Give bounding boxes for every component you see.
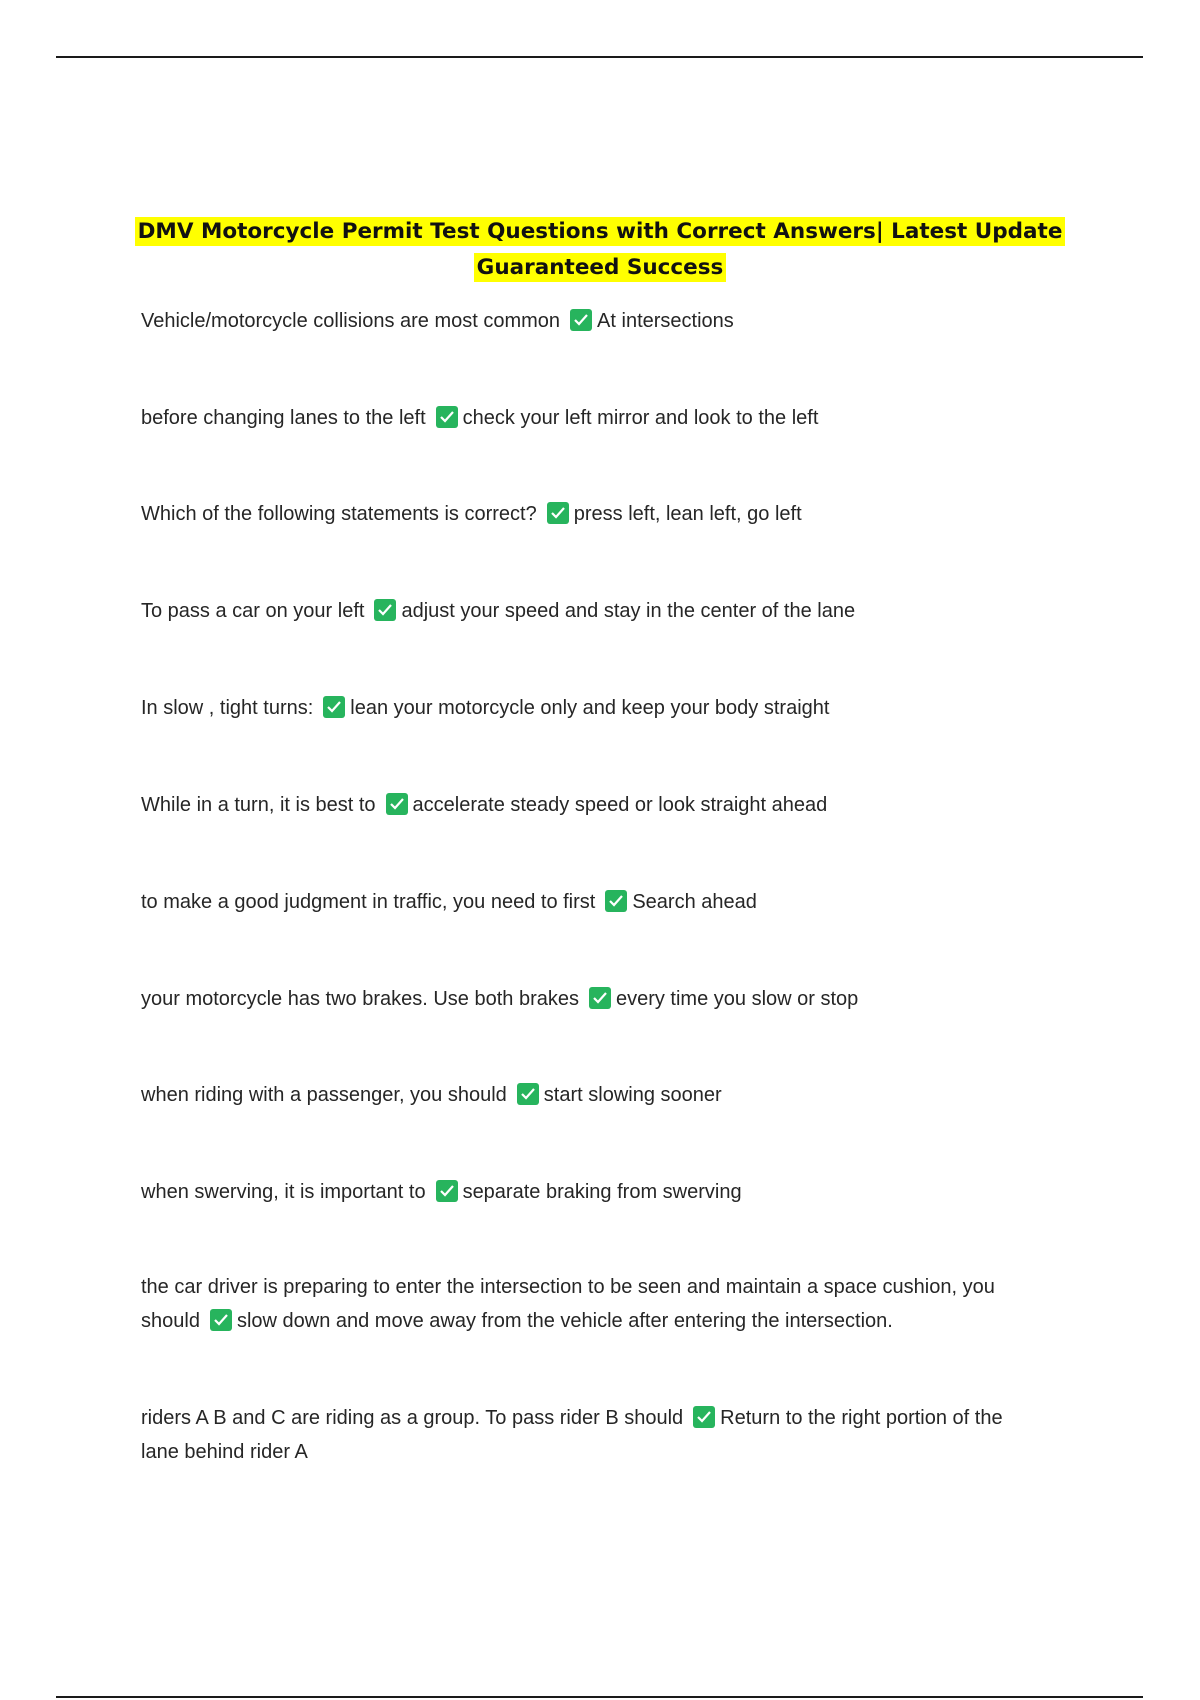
answer-text: press left, lean left, go left: [573, 503, 802, 525]
qa-item: [141, 497, 1041, 531]
check-box-icon: [323, 696, 345, 718]
qa-item: [141, 691, 1041, 725]
qa-item: [141, 1078, 1041, 1112]
check-box-icon: [547, 502, 569, 524]
qa-item: [141, 885, 1041, 919]
qa-item: [141, 401, 1041, 435]
answer-text: Search ahead: [632, 891, 757, 913]
check-box-icon: [436, 1180, 458, 1202]
question-text: before changing lanes to the left: [141, 407, 426, 429]
qa-item: [141, 982, 1041, 1016]
answer-text: Return to the right portion of the lane behind rider A: [141, 1407, 1003, 1463]
qa-item: [141, 1401, 1041, 1469]
answer-text: every time you slow or stop: [615, 988, 859, 1010]
question-text: Which of the following statements is correct?: [141, 503, 537, 525]
bottom-rule: [56, 1696, 1143, 1698]
answer-text: adjust your speed and stay in the center of the lane: [401, 600, 856, 622]
question-text: your motorcycle has two brakes. Use both brakes: [141, 988, 579, 1010]
top-rule: [56, 56, 1143, 58]
answer-text: accelerate steady speed or look straight ahead: [412, 794, 828, 816]
answer-text: separate braking from swerving: [462, 1181, 742, 1203]
question-text: While in a turn, it is best to: [141, 794, 376, 816]
question-text: when swerving, it is important to: [141, 1181, 426, 1203]
qa-item: [141, 788, 1041, 822]
answer-text: slow down and move away from the vehicle after entering the intersection.: [236, 1310, 893, 1332]
question-text: the car driver is preparing to enter the intersection to be seen and maintain a space cushion, you should: [141, 1276, 995, 1332]
title-line-2: Guaranteed Success: [474, 253, 727, 282]
qa-item: [141, 1270, 1041, 1338]
question-text: To pass a car on your left: [141, 600, 365, 622]
check-box-icon: [570, 309, 592, 331]
check-box-icon: [589, 987, 611, 1009]
document-title: [130, 214, 1070, 286]
check-box-icon: [605, 890, 627, 912]
check-box-icon: [517, 1083, 539, 1105]
check-box-icon: [386, 793, 408, 815]
check-box-icon: [210, 1309, 232, 1331]
question-text: Vehicle/motorcycle collisions are most common: [141, 310, 561, 332]
answer-text: start slowing sooner: [543, 1084, 722, 1106]
question-text: In slow , tight turns:: [141, 697, 314, 719]
question-text: to make a good judgment in traffic, you need to first: [141, 891, 596, 913]
question-text: riders A B and C are riding as a group. To pass rider B should: [141, 1407, 684, 1429]
question-text: when riding with a passenger, you should: [141, 1084, 507, 1106]
title-line-1: DMV Motorcycle Permit Test Questions with Correct Answers| Latest Update: [135, 217, 1066, 246]
check-box-icon: [436, 406, 458, 428]
answer-text: lean your motorcycle only and keep your body straight: [350, 697, 830, 719]
qa-item: [141, 1175, 1041, 1209]
answer-text: check your left mirror and look to the left: [462, 407, 819, 429]
qa-item: [141, 304, 1041, 338]
check-box-icon: [693, 1406, 715, 1428]
check-box-icon: [374, 599, 396, 621]
qa-item: [141, 594, 1041, 628]
answer-text: At intersections: [597, 310, 734, 332]
